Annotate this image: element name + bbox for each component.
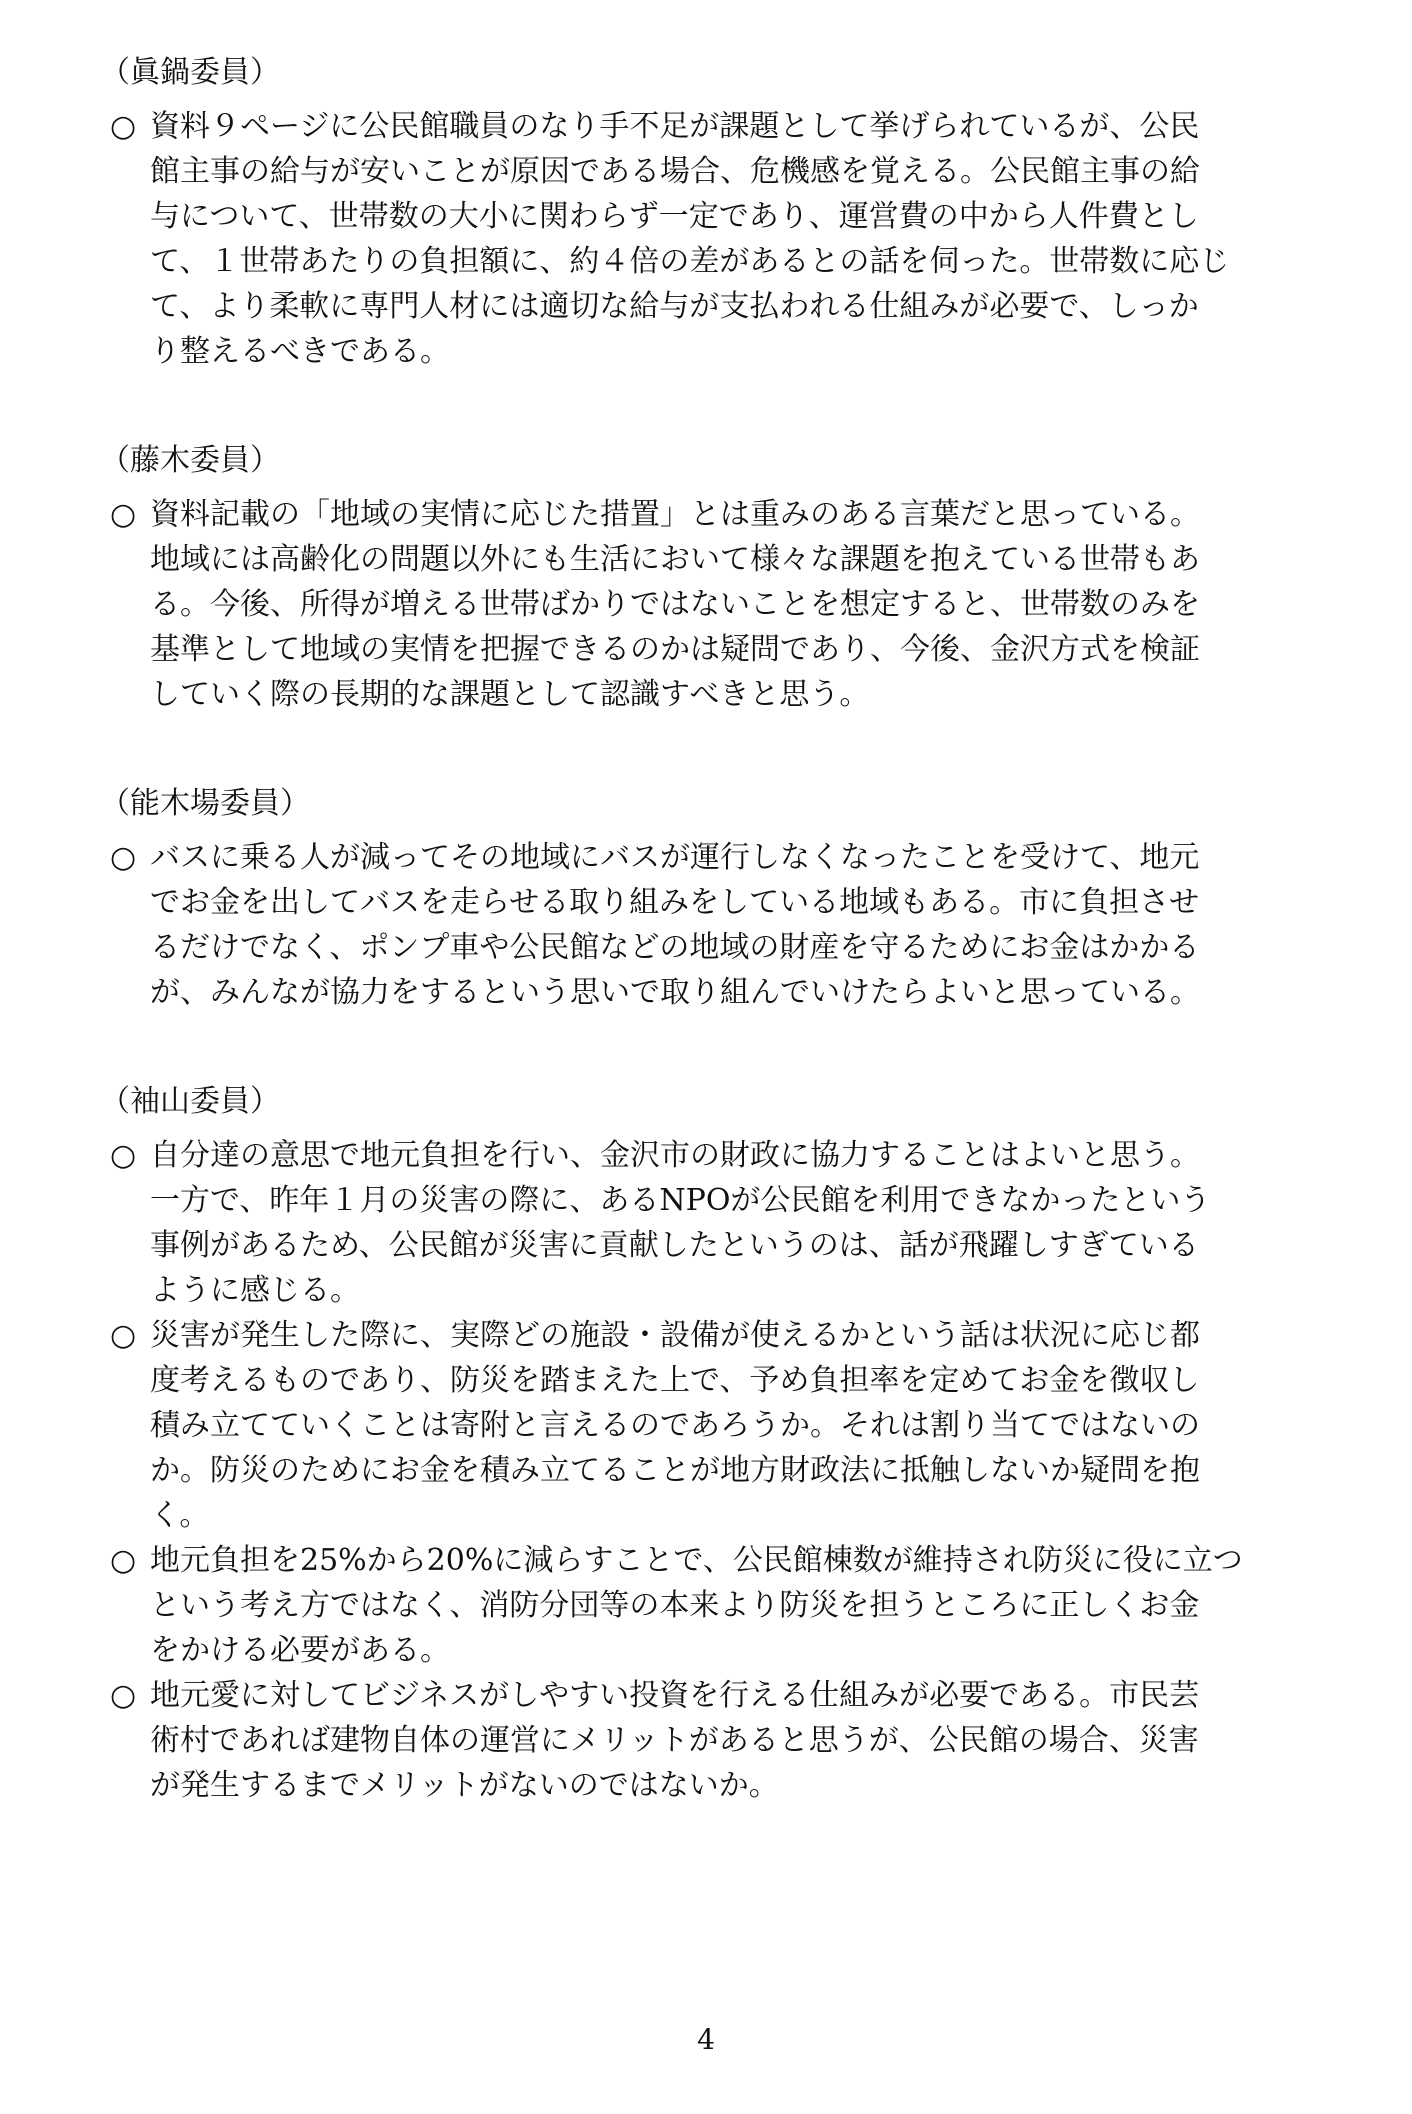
comment-text-line: ように感じる。 xyxy=(150,1273,360,1308)
comment-text-line: 事例があるため、公民館が災害に貢献したというのは、話が飛躍しすぎている xyxy=(150,1228,1199,1263)
circle-bullet-icon: ○ xyxy=(110,497,137,532)
comment-text-line: 自分達の意思で地元負担を行い、金沢市の財政に協力することはよいと思う。 xyxy=(150,1138,1200,1173)
speaker-section xyxy=(100,50,1340,374)
comment-text-line: 地元負担を25%から20%に減らすことで、公民館棟数が維持され防災に役に立つ xyxy=(150,1543,1243,1578)
document-body xyxy=(100,50,1340,1872)
comment-text-line: る。今後、所得が増える世帯ばかりではないことを想定すると、世帯数のみを xyxy=(150,587,1200,622)
comment-text-line: て、より柔軟に専門人材には適切な給与が支払われる仕組みが必要で、しっか xyxy=(150,289,1199,324)
comment-text-line: り整えるべきである。 xyxy=(150,334,450,369)
circle-bullet-icon: ○ xyxy=(110,840,137,875)
comment-item xyxy=(100,1673,1340,1808)
comment-text-line: 与について、世帯数の大小に関わらず一定であり、運営費の中から人件費とし xyxy=(150,199,1199,234)
comment-text-line: 地元愛に対してビジネスがしやすい投資を行える仕組みが必要である。市民芸 xyxy=(150,1678,1200,1713)
comment-text-line: 資料記載の「地域の実情に応じた措置」とは重みのある言葉だと思っている。 xyxy=(150,497,1200,532)
comment-text-line: るだけでなく、ポンプ車や公民館などの地域の財産を守るためにお金はかかる xyxy=(150,930,1200,965)
comment-text-line: く。 xyxy=(150,1498,210,1533)
comment-text-line: 地域には高齢化の問題以外にも生活において様々な課題を抱えている世帯もあ xyxy=(150,542,1200,577)
comment-text-line: が、みんなが協力をするという思いで取り組んでいけたらよいと思っている。 xyxy=(150,975,1200,1010)
circle-bullet-icon: ○ xyxy=(110,1543,137,1578)
circle-bullet-icon: ○ xyxy=(110,1318,137,1353)
comment-text-line: という考え方ではなく、消防分団等の本来より防災を担うところに正しくお金 xyxy=(150,1588,1200,1623)
circle-bullet-icon: ○ xyxy=(110,1678,137,1713)
comment-item xyxy=(100,104,1340,374)
speaker-name: （藤木委員） xyxy=(100,443,280,478)
speaker-section xyxy=(100,781,1340,1015)
comment-item xyxy=(100,835,1340,1015)
comment-text-line: 災害が発生した際に、実際どの施設・設備が使えるかという話は状況に応じ都 xyxy=(150,1318,1200,1353)
comment-item xyxy=(100,1313,1340,1538)
comment-item xyxy=(100,1133,1340,1313)
page-number: 4 xyxy=(697,2023,715,2056)
comment-text-line: か。防災のためにお金を積み立てることが地方財政法に抵触しないか疑問を抱 xyxy=(150,1453,1200,1488)
comment-text-line: していく際の長期的な課題として認識すべきと思う。 xyxy=(150,677,870,712)
comment-text-line: 資料９ページに公民館職員のなり手不足が課題として挙げられているが、公民 xyxy=(150,109,1200,144)
comment-item xyxy=(100,492,1340,717)
comment-text-line: 館主事の給与が安いことが原因である場合、危機感を覚える。公民館主事の給 xyxy=(150,154,1200,189)
speaker-section xyxy=(100,1079,1340,1808)
comment-text-line: が発生するまでメリットがないのではないか。 xyxy=(150,1768,779,1803)
circle-bullet-icon: ○ xyxy=(110,109,137,144)
circle-bullet-icon: ○ xyxy=(110,1138,137,1173)
comment-text-line: をかける必要がある。 xyxy=(150,1633,450,1668)
comment-text-line: 積み立てていくことは寄附と言えるのであろうか。それは割り当てではないの xyxy=(150,1408,1200,1443)
comment-text-line: 術村であれば建物自体の運営にメリットがあると思うが、公民館の場合、災害 xyxy=(150,1723,1199,1758)
speaker-name: （能木場委員） xyxy=(100,786,310,821)
comment-text-line: て、１世帯あたりの負担額に、約４倍の差があるとの話を伺った。世帯数に応じ xyxy=(150,244,1230,279)
speaker-name: （袖山委員） xyxy=(100,1084,280,1119)
comment-text-line: 度考えるものであり、防災を踏まえた上で、予め負担率を定めてお金を徴収し xyxy=(150,1363,1200,1398)
speaker-section xyxy=(100,438,1340,717)
comment-text-line: 一方で、昨年１月の災害の際に、あるNPOが公民館を利用できなかったという xyxy=(150,1183,1211,1218)
comment-text-line: 基準として地域の実情を把握できるのかは疑問であり、今後、金沢方式を検証 xyxy=(150,632,1200,667)
speaker-name: （眞鍋委員） xyxy=(100,55,280,90)
comment-text-line: でお金を出してバスを走らせる取り組みをしている地域もある。市に負担させ xyxy=(150,885,1200,920)
comment-text-line: バスに乗る人が減ってその地域にバスが運行しなくなったことを受けて、地元 xyxy=(150,840,1200,875)
comment-item xyxy=(100,1538,1340,1673)
